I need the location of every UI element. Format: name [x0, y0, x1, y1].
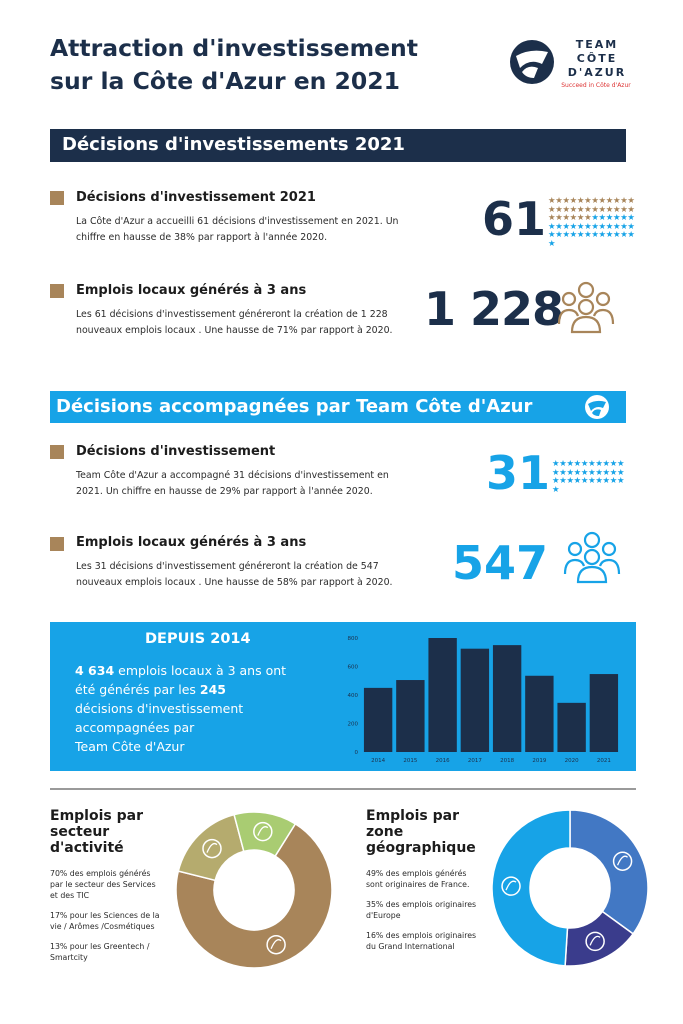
- star-icon: ★: [584, 220, 592, 231]
- since-line1: [75, 661, 325, 680]
- star-icon: ★: [548, 229, 556, 239]
- star-icon: ★: [584, 212, 592, 222]
- since-text1: emplois locaux à 3 ans ont: [114, 663, 287, 678]
- star-icon: ★: [595, 458, 603, 468]
- star-icon: ★: [562, 212, 570, 222]
- bullet-square: [50, 191, 64, 205]
- star-icon: ★: [548, 220, 556, 231]
- bar-2014: [364, 688, 392, 752]
- s2-item2-desc-line2: nouveaux emplois locaux . Une hausse de 58% par rapport à 2020.: [76, 577, 393, 588]
- star-icon: ★: [627, 203, 635, 214]
- star-icon: ★: [548, 212, 556, 222]
- star-icon: ★: [598, 229, 606, 239]
- y-tick-label: 800: [347, 636, 358, 642]
- section2-banner: [50, 391, 626, 423]
- star-icon: ★: [605, 220, 613, 231]
- x-tick-label: 2018: [500, 758, 515, 764]
- x-tick-label: 2019: [532, 758, 547, 764]
- bullet-square: [50, 537, 64, 551]
- star-icon: ★: [555, 220, 563, 231]
- star-icon: ★: [548, 195, 556, 205]
- star-icon: ★: [602, 466, 610, 477]
- star-icon: ★: [552, 475, 560, 485]
- sectors-title-line3: d'activité: [50, 840, 124, 856]
- star-icon: ★: [588, 475, 596, 485]
- sectors-p1b: par le secteur des Services: [50, 880, 156, 889]
- star-icon: ★: [562, 203, 570, 214]
- zones-p2a: 35% des emplois originaires: [366, 900, 477, 909]
- sectors-p3a: 13% pour les Greentech /: [50, 942, 150, 951]
- star-icon: ★: [616, 475, 625, 485]
- zones-p2b: d'Europe: [366, 911, 401, 920]
- zones-title-line1: Emplois par: [366, 808, 459, 824]
- bar-2021: [590, 674, 618, 752]
- bar-2015: [396, 680, 424, 752]
- star-icon: ★: [588, 466, 596, 477]
- s2-item2-title: Emplois locaux générés à 3 ans: [76, 535, 307, 550]
- divider: [50, 788, 636, 790]
- star-icon: ★: [602, 458, 610, 468]
- s1-item1-desc-line2: chiffre en hausse de 38% par rapport à l'année 2020.: [76, 232, 328, 243]
- zones-p1a: 49% des emplois générés: [366, 869, 467, 878]
- logo-line2: CÔTE: [576, 52, 618, 65]
- people-group-icon: [562, 530, 622, 584]
- star-icon: ★: [569, 195, 577, 205]
- star-icon: ★: [620, 195, 628, 205]
- star-icon: ★: [576, 220, 585, 231]
- people-group-icon: [556, 280, 616, 334]
- star-icon: ★: [552, 458, 560, 468]
- sectors-p1c: et des TIC: [50, 891, 90, 900]
- y-tick-label: 400: [347, 693, 358, 699]
- star-icon: ★: [620, 203, 628, 214]
- bar-2019: [525, 676, 553, 752]
- star-icon: ★: [573, 458, 581, 468]
- sectors-title-line1: Emplois par: [50, 808, 143, 824]
- star-icon: ★: [569, 220, 577, 231]
- s1-item2-desc-line2: nouveaux emplois locaux . Une hausse de 71% par rapport à 2020.: [76, 325, 393, 336]
- donut-slice: [492, 810, 570, 966]
- zones-p1b: sont originaires de France.: [366, 880, 470, 889]
- since-text2: été générés par les: [75, 682, 200, 697]
- s1-item1-desc-line1: La Côte d'Azur a accueilli 61 décisions d'investissement en 2021. Un: [76, 216, 399, 227]
- zones-title: [366, 808, 476, 856]
- star-icon: ★: [620, 220, 628, 231]
- star-grid-icon: [548, 195, 635, 248]
- star-icon: ★: [612, 220, 621, 231]
- bar-2017: [461, 649, 489, 752]
- star-icon: ★: [576, 229, 585, 239]
- s1-item2-title: Emplois locaux générés à 3 ans: [76, 283, 307, 298]
- sectors-legend: [50, 868, 180, 963]
- zones-title-line2: zone: [366, 824, 404, 840]
- star-icon: ★: [609, 458, 617, 468]
- star-icon: ★: [612, 203, 621, 214]
- star-icon: ★: [609, 466, 617, 477]
- s2-item2-desc-line1: Les 31 décisions d'investissement généreront la création de 547: [76, 561, 379, 572]
- s1-item2-number: 1 228: [424, 282, 564, 336]
- star-icon: ★: [584, 195, 592, 205]
- since-text4: accompagnées par: [75, 720, 195, 735]
- star-icon: ★: [580, 458, 589, 468]
- star-icon: ★: [605, 203, 613, 214]
- star-icon: ★: [591, 195, 599, 205]
- bar-2016: [428, 638, 456, 752]
- sectors-title: [50, 808, 143, 856]
- team-cote-dazur-logo-icon: [508, 38, 556, 86]
- star-icon: ★: [576, 195, 585, 205]
- s2-item1-desc-line2: 2021. Un chiffre en hausse de 29% par rapport à l'année 2020.: [76, 486, 373, 497]
- sectors-title-line2: secteur: [50, 824, 110, 840]
- star-icon: ★: [559, 458, 567, 468]
- star-icon: ★: [612, 212, 621, 222]
- star-icon: ★: [584, 203, 592, 214]
- logo-line3: D'AZUR: [567, 66, 627, 79]
- s1-item1-desc: [76, 214, 436, 246]
- since-num1: 4 634: [75, 663, 115, 678]
- star-icon: ★: [627, 212, 635, 222]
- star-icon: ★: [591, 220, 599, 231]
- star-icon: ★: [559, 466, 567, 477]
- since-text3: décisions d'investissement: [75, 701, 244, 716]
- star-icon: ★: [591, 229, 599, 239]
- star-icon: ★: [595, 475, 603, 485]
- since-line2: [75, 680, 325, 699]
- star-icon: ★: [576, 212, 585, 222]
- star-icon: ★: [566, 458, 574, 468]
- since-text: [75, 661, 325, 756]
- donut-slice: [178, 815, 243, 881]
- s2-item1-desc-line1: Team Côte d'Azur a accompagné 31 décisions d'investissement en: [76, 470, 389, 481]
- star-icon: ★: [598, 195, 606, 205]
- star-icon: ★: [620, 229, 628, 239]
- star-icon: ★: [602, 475, 610, 485]
- star-icon: ★: [555, 212, 563, 222]
- star-icon: ★: [616, 458, 625, 468]
- since-title: DEPUIS 2014: [145, 631, 251, 647]
- x-tick-label: 2015: [403, 758, 418, 764]
- s1-item2-desc: [76, 307, 421, 339]
- star-icon: ★: [598, 203, 606, 214]
- star-icon: ★: [576, 203, 585, 214]
- star-icon: ★: [605, 195, 613, 205]
- star-icon: ★: [580, 475, 589, 485]
- star-icon: ★: [598, 212, 606, 222]
- page-title: [50, 32, 480, 98]
- star-icon: ★: [595, 466, 603, 477]
- star-icon: ★: [573, 466, 581, 477]
- logo-wordmark: [562, 38, 632, 80]
- zones-donut-chart: [490, 808, 650, 968]
- bar-2018: [493, 645, 521, 752]
- star-icon: ★: [555, 203, 563, 214]
- y-tick-label: 600: [347, 664, 358, 671]
- bullet-square: [50, 284, 64, 298]
- logo-line1: TEAM: [575, 38, 619, 51]
- star-icon: ★: [552, 466, 560, 477]
- x-tick-label: 2017: [467, 758, 482, 764]
- s2-item1-desc: [76, 468, 436, 500]
- page-title-line1: Attraction d'investissement: [50, 34, 419, 62]
- section1-banner: Décisions d'investissements 2021: [50, 129, 626, 162]
- star-icon: ★: [620, 212, 628, 222]
- y-tick-label: 200: [347, 721, 358, 728]
- sectors-p3b: Smartcity: [50, 953, 88, 962]
- star-icon: ★: [569, 212, 577, 222]
- sectors-p2a: 17% pour les Sciences de la: [50, 911, 160, 920]
- star-grid-icon: [552, 459, 630, 493]
- star-icon: ★: [580, 466, 589, 477]
- x-tick-label: 2021: [596, 758, 611, 764]
- star-icon: ★: [605, 229, 613, 239]
- sectors-p1a: 70% des emplois générés: [50, 869, 151, 878]
- star-icon: ★: [573, 475, 581, 485]
- star-icon: ★: [591, 212, 599, 222]
- star-icon: ★: [552, 483, 560, 494]
- star-icon: ★: [562, 220, 570, 231]
- bullet-square: [50, 445, 64, 459]
- since-num2: 245: [199, 682, 226, 697]
- donut-slice: [570, 810, 648, 934]
- star-icon: ★: [612, 195, 621, 205]
- bar-2020: [557, 703, 585, 752]
- since-text5: Team Côte d'Azur: [75, 739, 185, 754]
- s1-item1-number: 61: [482, 192, 547, 246]
- star-icon: ★: [616, 466, 625, 477]
- y-tick-label: 0: [354, 750, 358, 756]
- logo-tagline: Succeed in Côte d'Azur: [561, 82, 631, 89]
- star-icon: ★: [555, 195, 563, 205]
- star-icon: ★: [562, 229, 570, 239]
- section2-banner-label: Décisions accompagnées par Team Côte d'Azur: [56, 396, 533, 417]
- s2-item1-number: 31: [486, 446, 551, 500]
- sectors-p2b: vie / Arômes /Cosmétiques: [50, 922, 155, 931]
- star-icon: ★: [612, 229, 621, 239]
- zones-legend: [366, 868, 496, 952]
- star-icon: ★: [569, 229, 577, 239]
- zones-p3b: du Grand International: [366, 942, 455, 951]
- x-tick-label: 2020: [564, 758, 579, 764]
- star-icon: ★: [627, 229, 635, 239]
- star-icon: ★: [584, 229, 592, 239]
- s1-item1-title: Décisions d'investissement 2021: [76, 190, 316, 205]
- star-icon: ★: [562, 195, 570, 205]
- star-icon: ★: [605, 212, 613, 222]
- star-icon: ★: [548, 237, 556, 248]
- s2-item1-title: Décisions d'investissement: [76, 444, 276, 459]
- s1-item2-desc-line1: Les 61 décisions d'investissement généreront la création de 1 228: [76, 309, 388, 320]
- star-icon: ★: [569, 203, 577, 214]
- star-icon: ★: [588, 458, 596, 468]
- jobs-bar-chart: [340, 632, 622, 766]
- x-tick-label: 2014: [371, 758, 386, 764]
- s2-item2-desc: [76, 559, 421, 591]
- sectors-donut-chart: [174, 810, 334, 970]
- star-icon: ★: [566, 466, 574, 477]
- star-icon: ★: [627, 195, 635, 205]
- star-icon: ★: [548, 203, 556, 214]
- star-icon: ★: [598, 220, 606, 231]
- page-title-line2: sur la Côte d'Azur en 2021: [50, 67, 400, 95]
- star-icon: ★: [609, 475, 617, 485]
- team-cote-dazur-logo-icon: [584, 394, 610, 420]
- zones-title-line3: géographique: [366, 840, 476, 856]
- star-icon: ★: [559, 475, 567, 485]
- star-icon: ★: [627, 220, 635, 231]
- s2-item2-number: 547: [452, 536, 549, 590]
- x-tick-label: 2016: [435, 758, 450, 764]
- zones-p3a: 16% des emplois originaires: [366, 931, 477, 940]
- star-icon: ★: [555, 229, 563, 239]
- star-icon: ★: [566, 475, 574, 485]
- star-icon: ★: [591, 203, 599, 214]
